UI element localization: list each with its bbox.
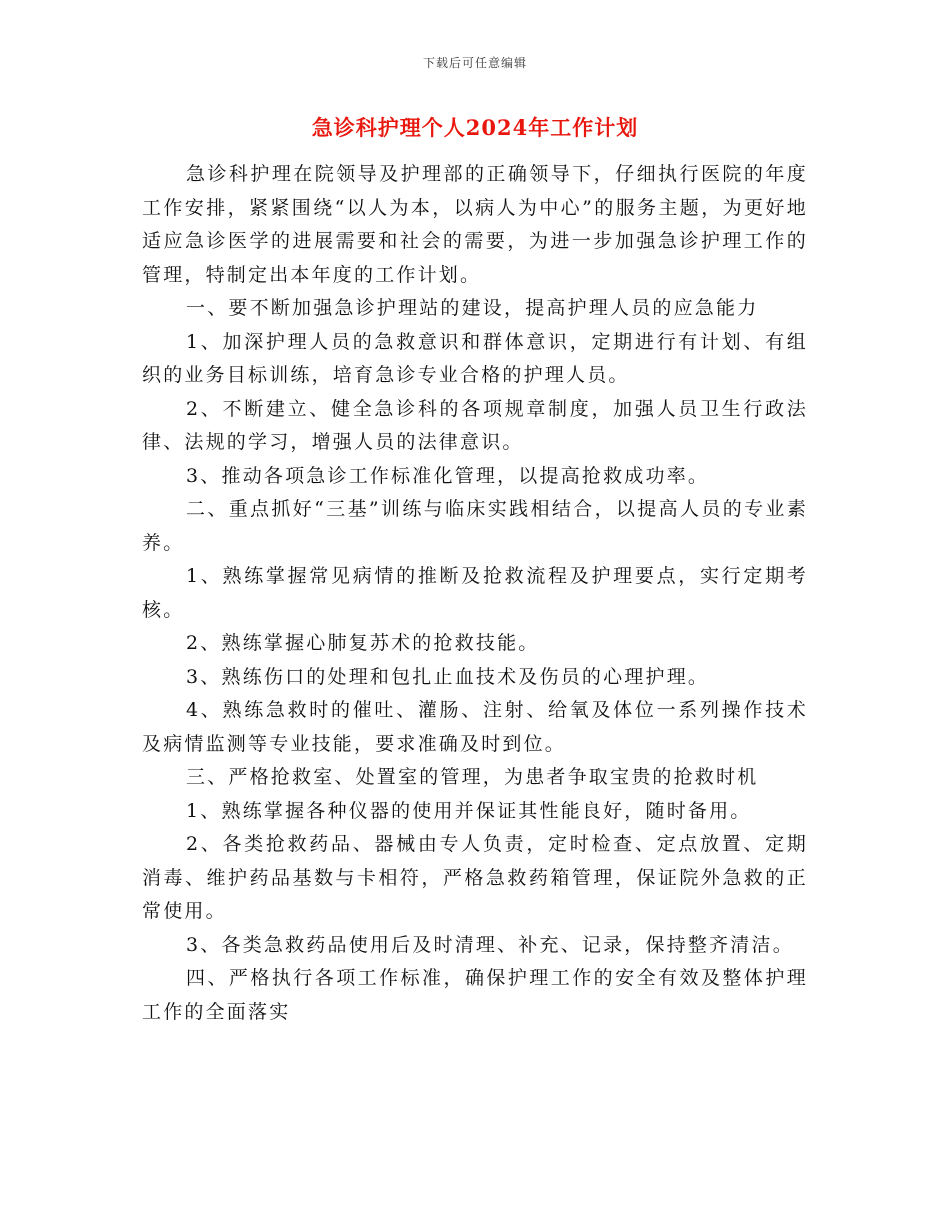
intro-paragraph: 急诊科护理在院领导及护理部的正确领导下，仔细执行医院的年度工作安排，紧紧围绕“以人为本，以病人为中心”的服务主题，为更好地适应急诊医学的进展需要和社会的需要，为进一步加强急诊护理工作的管理，特制定出本年度的工作计划。: [142, 163, 808, 286]
list-item-2-2: 2、熟练掌握心肺复苏术的抢救技能。: [186, 632, 540, 654]
document-body: [142, 158, 808, 1029]
list-item-3-1: 1、熟练掌握各种仪器的使用并保证其性能良好，随时备用。: [186, 799, 752, 822]
section-heading-3: 三、严格抢救室、处置室的管理，为患者争取宝贵的抢救时机: [186, 766, 759, 788]
section-heading-4: 四、严格执行各项工作标准，确保护理工作的安全有效及整体护理工作的全面落实: [142, 967, 808, 1023]
list-item-1-1: 1、加深护理人员的急救意识和群体意识，定期进行有计划、有组织的业务目标训练，培育急诊专业合格的护理人员。: [142, 330, 808, 386]
section-heading-1: 一、要不断加强急诊护理站的建设，提高护理人员的应急能力: [186, 297, 759, 319]
list-item-3-2: 2、各类抢救药品、器械由专人负责，定时检查、定点放置、定期消毒、维护药品基数与卡相符，严格急救药箱管理，保证院外急救的正常使用。: [142, 833, 808, 922]
list-item-3-3: 3、各类急救药品使用后及时清理、补充、记录，保持整齐清洁。: [186, 933, 794, 956]
list-item-2-1: 1、熟练掌握常见病情的推断及抢救流程及护理要点，实行定期考核。: [142, 565, 808, 621]
section-heading-2: 二、重点抓好“三基”训练与临床实践相结合，以提高人员的专业素养。: [142, 498, 808, 554]
document-title: 急诊科护理个人2024年工作计划: [311, 115, 639, 140]
header-note: 下载后可任意编辑: [422, 56, 527, 70]
list-item-2-3: 3、熟练伤口的处理和包扎止血技术及伤员的心理护理。: [186, 665, 710, 688]
list-item-1-2: 2、不断建立、健全急诊科的各项规章制度，加强人员卫生行政法律、法规的学习，增强人员的法律意识。: [142, 397, 808, 453]
list-item-2-4: 4、熟练急救时的催吐、灌肠、注射、给氧及体位一系列操作技术及病情监测等专业技能，要求准确及时到位。: [142, 699, 808, 755]
list-item-1-3: 3、推动各项急诊工作标准化管理，以提高抢救成功率。: [186, 464, 710, 487]
